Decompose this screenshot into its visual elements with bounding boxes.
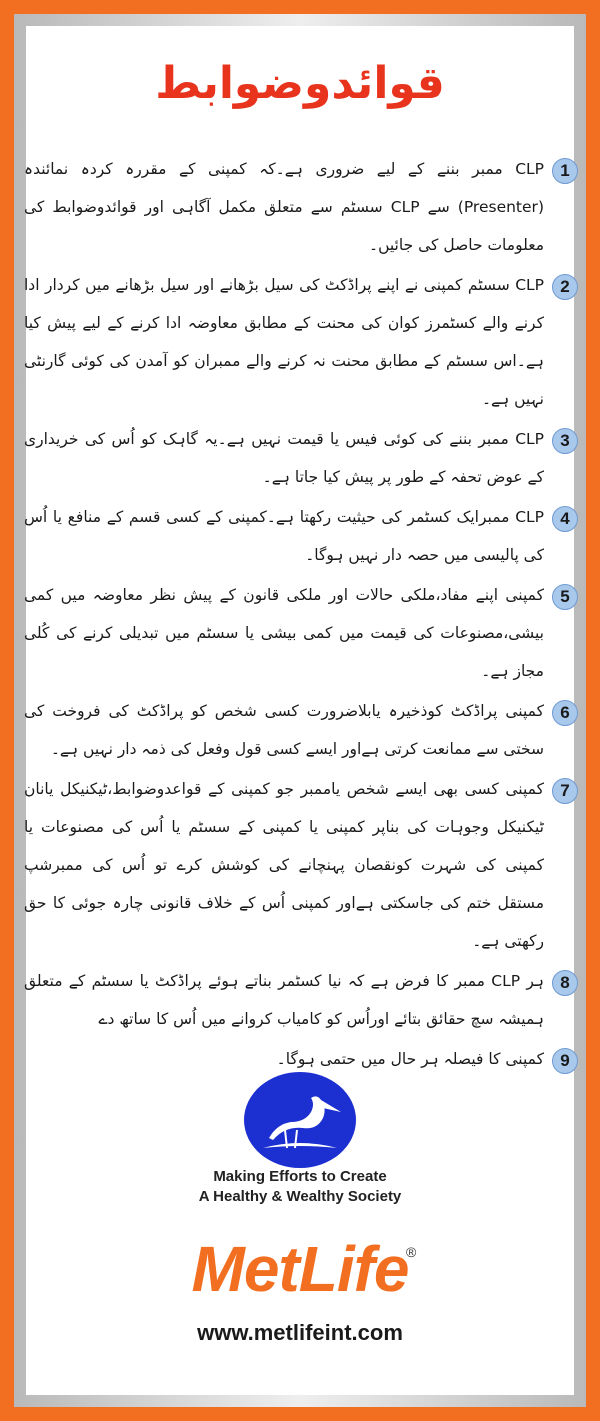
rule-number: 7 — [552, 778, 578, 804]
rule-item-6 — [24, 692, 578, 768]
rule-text: CLP ممبر بننے کی کوئی فیس یا قیمت نہیں ہے۔یہ گاہک کو اُس کی خریداری کے عوض تحفہ کے طور پر پیش کیا جاتا ہے۔ — [24, 430, 544, 486]
rule-item-5 — [24, 576, 578, 690]
rule-number: 2 — [552, 274, 578, 300]
brand-logo-text: MetLife — [191, 1233, 409, 1305]
rule-text: کمپنی اپنے مفاد،ملکی حالات اور ملکی قانون کے پیش نظر معاوضہ میں کمی بیشی،مصنوعات کی قیمت میں کمی بیشی یا سسٹم میں تبدیلی کرنے کی کُلی مجاز ہے۔ — [24, 586, 544, 680]
rule-text: CLP ممبر بننے کے لیے ضروری ہے۔کہ کمپنی کے مقررہ کردہ نمائندہ (Presenter) سے CLP سسٹم سے متعلق مکمل آگاہی اور قوائدوضوابط کی معلومات حاصل کی جائیں۔ — [24, 160, 544, 254]
rule-item-3 — [24, 420, 578, 496]
rule-text: کمپنی کا فیصلہ ہر حال میں حتمی ہوگا۔ — [276, 1050, 544, 1068]
rule-text: CLP سسٹم کمپنی نے اپنے پراڈکٹ کی سیل بڑھانے اور سیل بڑھانے میں کردار ادا کرنے والے کسٹمرز کوان کی محنت کے مطابق معاوضہ ادا کرنے کے لیے پیش کیا ہے۔اس سسٹم کے مطابق محنت نہ کرنے والے ممبران کو آمدن کی کوئی گارنٹی نہیں ہے۔ — [24, 276, 544, 408]
rule-item-7 — [24, 770, 578, 960]
pelican-logo-icon — [225, 1068, 375, 1178]
rule-item-8 — [24, 962, 578, 1038]
rule-text: کمپنی پراڈکٹ کوذخیرہ یابلاضرورت کسی شخص کو پراڈکٹ کی فروخت کی سختی سے ممانعت کرتی ہےاور ایسے کسی قول وفعل کی ذمہ دار نہیں ہے۔ — [24, 702, 544, 758]
registered-mark: ® — [406, 1244, 417, 1260]
rule-item-1 — [24, 150, 578, 264]
rule-number: 9 — [552, 1048, 578, 1074]
rule-number: 6 — [552, 700, 578, 726]
rules-list — [24, 150, 578, 1080]
website-url: www.metlifeint.com — [197, 1320, 403, 1345]
rule-number: 4 — [552, 506, 578, 532]
rule-text: CLP ممبرایک کسٹمر کی حیثیت رکھتا ہے۔کمپنی کے کسی قسم کے منافع یا اُس کی پالیسی میں حصہ دار نہیں ہوگا۔ — [24, 508, 544, 564]
tagline-line-2: A Healthy & Wealthy Society — [198, 1188, 402, 1205]
rule-text: ہر CLP ممبر کا فرض ہے کہ نیا کسٹمر بناتے ہوئے پراڈکٹ یا سسٹم کے متعلق ہمیشہ سچ حقائق بتائے اوراُس کو کامیاب کروانے میں اُس کا ساتھ دے — [24, 972, 544, 1028]
rule-number: 1 — [552, 158, 578, 184]
tagline-line-1: Making Efforts to Create — [213, 1168, 387, 1185]
rule-item-2 — [24, 266, 578, 418]
rule-text: کمپنی کسی بھی ایسے شخص یاممبر جو کمپنی کے قواعدوضوابط،ٹیکنیکل یانان ٹیکنیکل وجوہات کی بناپر کمپنی یا کمپنی کے سسٹم یا اُس کی مصنوعات یا کمپنی کی شہرت کونقصان پہنچانے کی کوشش کرے تو اُس کی ممبرشپ مستقل ختم کی جاسکتی ہےاور کمپنی اُس کے خلاف قانونی چارہ جوئی کا حق رکھتی ہے۔ — [24, 780, 544, 950]
rule-item-4 — [24, 498, 578, 574]
rule-number: 5 — [552, 584, 578, 610]
rule-number: 3 — [552, 428, 578, 454]
page-title: قوائدوضوابط — [155, 58, 445, 109]
rule-number: 8 — [552, 970, 578, 996]
